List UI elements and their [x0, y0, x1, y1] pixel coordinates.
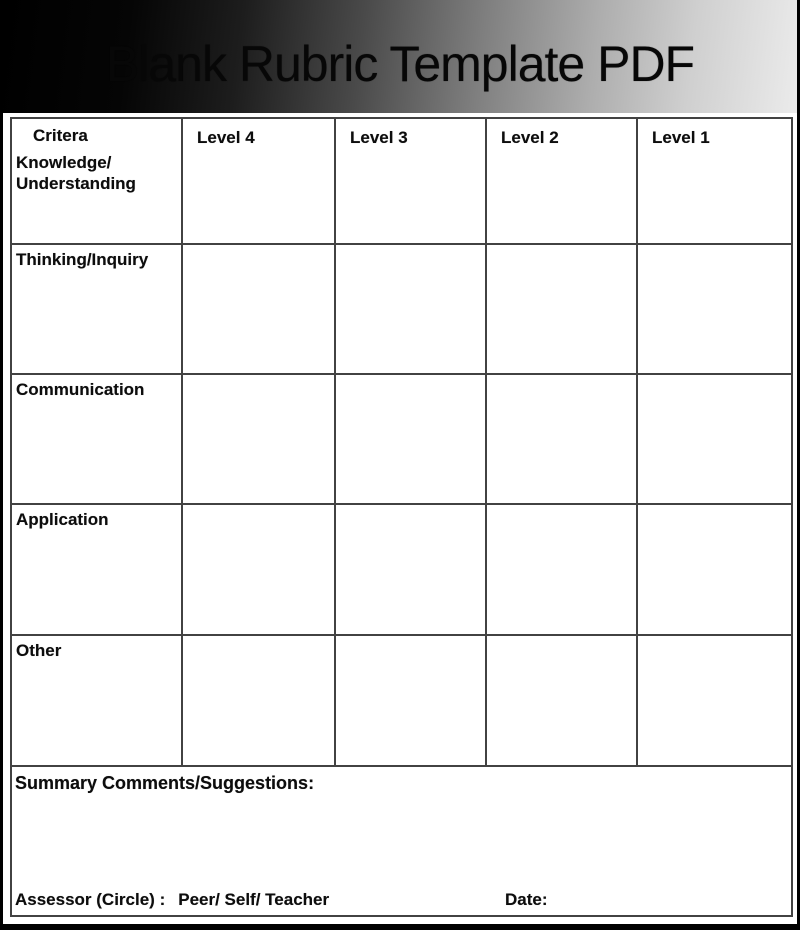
row-label-other: Other: [11, 635, 182, 766]
title-banner: [3, 0, 797, 113]
rubric-cell: [486, 635, 637, 766]
rubric-cell: [182, 504, 335, 635]
rubric-cell: [637, 635, 792, 766]
rubric-cell: [335, 374, 486, 504]
criteria-label: Critera: [33, 126, 88, 145]
table-row: [11, 635, 792, 766]
rubric-cell: [637, 504, 792, 635]
table-row: [11, 374, 792, 504]
level-4-header: Level 4: [182, 118, 335, 244]
row-label-application: Application: [11, 504, 182, 635]
summary-section: [11, 766, 792, 916]
table-row: [11, 244, 792, 374]
page-title: Blank Rubric Template PDF: [105, 35, 695, 92]
summary-label: Summary Comments/Suggestions:: [15, 773, 315, 793]
rubric-cell: [486, 244, 637, 374]
rubric-cell: [335, 504, 486, 635]
header-row: [11, 118, 792, 244]
rubric-cell: [486, 374, 637, 504]
rubric-cell: [637, 244, 792, 374]
row-label-thinking-inquiry: Thinking/Inquiry: [11, 244, 182, 374]
rubric-cell: [486, 504, 637, 635]
rubric-cell: [335, 244, 486, 374]
criteria-header-cell: [11, 118, 182, 244]
rubric-table: [10, 117, 793, 917]
rubric-cell: [637, 374, 792, 504]
assessor-options: Peer/ Self/ Teacher: [178, 890, 330, 909]
criteria-category-label: Knowledge/ Understanding: [16, 153, 136, 193]
row-label-communication: Communication: [11, 374, 182, 504]
assessor-line: [15, 890, 788, 910]
table-row: [11, 504, 792, 635]
rubric-cell: [182, 374, 335, 504]
level-3-header: Level 3: [335, 118, 486, 244]
date-label: Date:: [505, 890, 548, 909]
level-2-header: Level 2: [486, 118, 637, 244]
assessor-label: Assessor (Circle) :: [15, 890, 166, 909]
level-1-header: Level 1: [637, 118, 792, 244]
rubric-cell: [182, 244, 335, 374]
rubric-cell: [182, 635, 335, 766]
rubric-cell: [335, 635, 486, 766]
summary-row: [11, 766, 792, 916]
